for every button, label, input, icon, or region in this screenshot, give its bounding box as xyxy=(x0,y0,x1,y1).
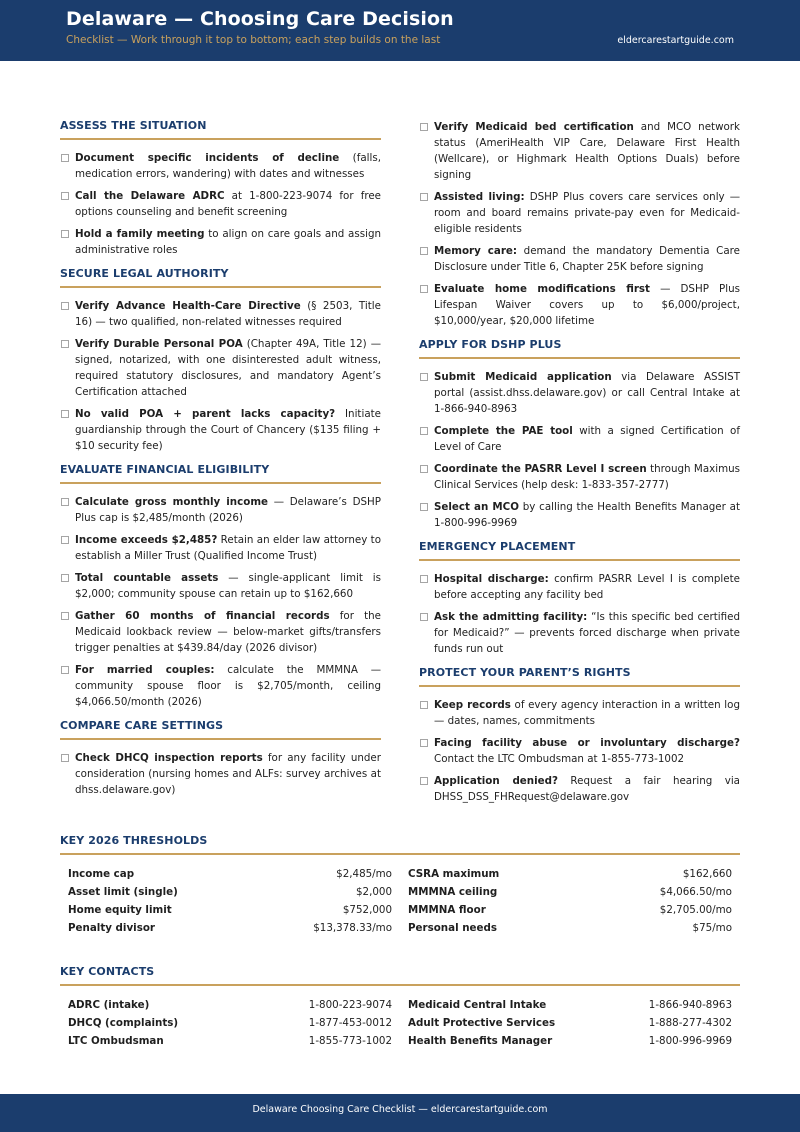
checkbox[interactable] xyxy=(420,193,428,201)
item-heading: No valid POA + parent lacks capacity? xyxy=(75,408,336,420)
checkbox[interactable] xyxy=(420,701,428,709)
item-text: with a signed Certification of Level of Care xyxy=(434,425,740,453)
row-value: 1-888-277-4302 xyxy=(648,1017,732,1029)
checklist-item xyxy=(419,773,740,805)
key-value-row xyxy=(68,1032,392,1050)
checklist-section xyxy=(60,719,381,798)
key-value-row xyxy=(68,1014,392,1032)
key-value-row xyxy=(68,901,392,919)
section-title: PROTECT YOUR PARENT’S RIGHTS xyxy=(419,666,631,679)
row-value: $2,000 xyxy=(355,886,392,898)
checkbox[interactable] xyxy=(420,739,428,747)
row-label: Income cap xyxy=(68,868,135,880)
checkbox[interactable] xyxy=(61,302,69,310)
checkbox[interactable] xyxy=(420,465,428,473)
section-title: APPLY FOR DSHP PLUS xyxy=(419,338,562,351)
checklist-item xyxy=(60,570,381,602)
checkbox[interactable] xyxy=(61,536,69,544)
footer-text: Delaware Choosing Care Checklist — eldercarestartguide.com xyxy=(252,1104,548,1115)
item-heading: Complete the PAE tool xyxy=(434,425,573,437)
checklist-item xyxy=(60,150,381,182)
checkbox[interactable] xyxy=(420,123,428,131)
row-label: Medicaid Central Intake xyxy=(408,999,547,1011)
checklist-item xyxy=(60,298,381,330)
item-heading: Income exceeds $2,485? xyxy=(75,534,218,546)
section-title: KEY 2026 THRESHOLDS xyxy=(60,834,208,847)
row-value: $2,705.00/mo xyxy=(659,904,732,916)
row-value: 1-800-996-9969 xyxy=(648,1035,732,1047)
checkbox[interactable] xyxy=(420,503,428,511)
checklist-item xyxy=(419,243,740,275)
checkbox[interactable] xyxy=(61,230,69,238)
item-heading: Hospital discharge: xyxy=(434,573,549,585)
checklist-section xyxy=(419,666,740,805)
checkbox[interactable] xyxy=(61,666,69,674)
page-header xyxy=(0,0,800,61)
page-title: Delaware — Choosing Care Decision xyxy=(66,8,454,30)
checklist-item xyxy=(60,188,381,220)
checklist-item xyxy=(419,423,740,455)
checklist-item xyxy=(60,750,381,798)
thresholds-section xyxy=(60,834,740,937)
key-value-row xyxy=(68,919,392,937)
right-list xyxy=(408,865,732,937)
row-label: Health Benefits Manager xyxy=(408,1035,553,1047)
item-heading: Evaluate home modifications first xyxy=(434,283,650,295)
checklist-section xyxy=(419,338,740,531)
site-url: eldercarestartguide.com xyxy=(617,35,734,46)
row-label: DHCQ (complaints) xyxy=(68,1017,179,1029)
row-label: LTC Ombudsman xyxy=(68,1035,164,1047)
checkbox[interactable] xyxy=(420,247,428,255)
checkbox[interactable] xyxy=(61,340,69,348)
section-divider xyxy=(60,286,381,288)
item-heading: Memory care: xyxy=(434,245,518,257)
section-title: EVALUATE FINANCIAL ELIGIBILITY xyxy=(60,463,270,476)
item-heading: Assisted living: xyxy=(434,191,525,203)
section-divider xyxy=(60,984,740,986)
key-value-row xyxy=(408,1032,732,1050)
checklist-item xyxy=(60,608,381,656)
row-value: $2,485/mo xyxy=(336,868,392,880)
checkbox[interactable] xyxy=(420,575,428,583)
checklist-section xyxy=(60,267,381,454)
section-title: COMPARE CARE SETTINGS xyxy=(60,719,224,732)
item-text: demand the mandatory Dementia Care Disclosure under Title 6, Chapter 25K before signing xyxy=(434,245,740,273)
item-heading: Application denied? xyxy=(434,775,558,787)
checkbox[interactable] xyxy=(420,613,428,621)
item-text: Initiate guardianship through the Court of Chancery ($135 filing + $10 security fee) xyxy=(75,408,382,452)
item-text: — Delaware’s DSHP Plus cap is $2,485/month (2026) xyxy=(75,496,381,524)
checklist-item xyxy=(419,735,740,767)
row-label: MMMNA floor xyxy=(408,904,486,916)
item-heading: Keep records xyxy=(434,699,511,711)
item-text: (§ 2503, Title 16) — two qualified, non-related witnesses required xyxy=(75,300,381,328)
checklist-item xyxy=(419,189,740,237)
item-text: DSHP Plus covers care services only — room and board remains private-pay even for Medicaid-eligible residents xyxy=(434,191,740,235)
checkbox[interactable] xyxy=(61,574,69,582)
item-heading: Ask the admitting facility: xyxy=(434,611,588,623)
row-label: CSRA maximum xyxy=(408,868,500,880)
item-heading: Call the Delaware ADRC xyxy=(75,190,225,202)
item-text: for the Medicaid lookback review — below-market gifts/transfers trigger penalties at $439.84/day (2026 divisor) xyxy=(75,610,381,654)
item-heading: Gather 60 months of financial records xyxy=(75,610,330,622)
key-value-row xyxy=(408,901,732,919)
checklist-item xyxy=(60,532,381,564)
checklist-section xyxy=(60,463,381,710)
row-label: Asset limit (single) xyxy=(68,886,178,898)
checklist-item xyxy=(419,461,740,493)
item-text: calculate the MMMNA — community spouse floor is $2,705/month, ceiling $4,066.50/month (2026) xyxy=(75,664,382,708)
checklist-item xyxy=(60,226,381,258)
left-column xyxy=(60,119,381,807)
item-heading: Verify Medicaid bed certification xyxy=(434,121,634,133)
section-divider xyxy=(419,357,740,359)
checkbox[interactable] xyxy=(61,192,69,200)
item-text: confirm PASRR Level I is complete before accepting any facility bed xyxy=(434,573,740,601)
item-text: to align on care goals and assign administrative roles xyxy=(75,228,382,256)
checklist-item xyxy=(419,119,740,183)
item-heading: Hold a family meeting xyxy=(75,228,205,240)
page-footer xyxy=(0,1094,800,1132)
item-heading: Submit Medicaid application xyxy=(434,371,612,383)
item-heading: Facing facility abuse or involuntary discharge? xyxy=(434,737,740,749)
row-label: Penalty divisor xyxy=(68,922,155,934)
checkbox[interactable] xyxy=(420,777,428,785)
item-text: at 1-800-223-9074 for free options counseling and benefit screening xyxy=(75,190,381,218)
item-text: (Chapter 49A, Title 12) — signed, notarized, with one disinterested adult witness, required statutory disclosures, and mandatory Agent’s Certification attached xyxy=(75,338,382,398)
left-list xyxy=(68,865,392,937)
row-value: 1-800-223-9074 xyxy=(308,999,392,1011)
section-divider xyxy=(60,853,740,855)
page-subtitle: Checklist — Work through it top to bottom; each step builds on the last xyxy=(66,34,441,46)
item-text: Contact the LTC Ombudsman at 1-855-773-1002 xyxy=(434,753,685,765)
checklist-section xyxy=(60,119,381,258)
item-text: via Delaware ASSIST portal (assist.dhss.delaware.gov) or call Central Intake at 1-866-940-8963 xyxy=(434,371,740,415)
row-value: $752,000 xyxy=(342,904,392,916)
key-value-row xyxy=(408,865,732,883)
checkbox[interactable] xyxy=(61,498,69,506)
section-title: ASSESS THE SITUATION xyxy=(60,119,207,132)
checkbox[interactable] xyxy=(61,612,69,620)
row-label: Home equity limit xyxy=(68,904,172,916)
row-value: 1-866-940-8963 xyxy=(648,999,732,1011)
row-label: Personal needs xyxy=(408,922,498,934)
checklist-item xyxy=(60,406,381,454)
checklist-item xyxy=(60,662,381,710)
item-heading: Verify Durable Personal POA xyxy=(75,338,243,350)
section-divider xyxy=(419,685,740,687)
item-heading: Calculate gross monthly income xyxy=(75,496,269,508)
section-title: KEY CONTACTS xyxy=(60,965,155,978)
item-text: Retain an elder law attorney to establish a Miller Trust (Qualified Income Trust) xyxy=(75,534,381,562)
section-title: SECURE LEGAL AUTHORITY xyxy=(60,267,229,280)
row-value: $4,066.50/mo xyxy=(659,886,732,898)
section-title: EMERGENCY PLACEMENT xyxy=(419,540,576,553)
right-list xyxy=(408,996,732,1050)
key-value-row xyxy=(408,883,732,901)
checklist-item xyxy=(419,571,740,603)
checklist-item xyxy=(419,281,740,329)
item-text: — DSHP Plus Lifespan Waiver covers up to $6,000/project, $10,000/year, $20,000 lifetime xyxy=(434,283,741,327)
key-value-row xyxy=(68,996,392,1014)
key-value-row xyxy=(68,865,392,883)
checklist-item xyxy=(419,697,740,729)
item-heading: Check DHCQ inspection reports xyxy=(75,752,263,764)
checkbox[interactable] xyxy=(61,410,69,418)
item-heading: Select an MCO xyxy=(434,501,519,513)
section-divider xyxy=(419,559,740,561)
row-value: $162,660 xyxy=(682,868,732,880)
row-value: 1-877-453-0012 xyxy=(308,1017,392,1029)
item-text: (falls, medication errors, wandering) with dates and witnesses xyxy=(75,152,381,180)
checklist-item xyxy=(419,369,740,417)
section-divider xyxy=(60,738,381,740)
item-text: by calling the Health Benefits Manager at 1-800-996-9969 xyxy=(434,501,741,529)
item-heading: Coordinate the PASRR Level I screen xyxy=(434,463,647,475)
item-text: “Is this specific bed certified for Medicaid?” — prevents forced discharge when private funds run out xyxy=(434,611,740,655)
checkbox[interactable] xyxy=(61,754,69,762)
row-label: Adult Protective Services xyxy=(408,1017,556,1029)
checklist-item xyxy=(60,336,381,400)
item-heading: For married couples: xyxy=(75,664,215,676)
section-divider xyxy=(60,482,381,484)
right-column xyxy=(419,119,740,814)
key-value-row xyxy=(68,883,392,901)
section-divider xyxy=(60,138,381,140)
item-text: for any facility under consideration (nursing homes and ALFs: survey archives at dhss.delaware.gov) xyxy=(75,752,381,796)
key-value-row xyxy=(408,1014,732,1032)
checklist-item xyxy=(419,499,740,531)
item-heading: Verify Advance Health-Care Directive xyxy=(75,300,301,312)
thresholds-grid xyxy=(60,865,740,937)
checklist-item xyxy=(60,494,381,526)
checklist-section xyxy=(419,540,740,657)
contacts-grid xyxy=(60,996,740,1050)
row-label: MMMNA ceiling xyxy=(408,886,498,898)
row-value: 1-855-773-1002 xyxy=(308,1035,392,1047)
item-text: Request a fair hearing via DHSS_DSS_FHRequest@delaware.gov xyxy=(434,775,740,803)
row-value: $75/mo xyxy=(692,922,732,934)
checkbox[interactable] xyxy=(420,427,428,435)
item-heading: Total countable assets xyxy=(75,572,219,584)
checkbox[interactable] xyxy=(420,285,428,293)
left-list xyxy=(68,996,392,1050)
checkbox[interactable] xyxy=(420,373,428,381)
key-value-row xyxy=(408,996,732,1014)
row-value: $13,378.33/mo xyxy=(313,922,392,934)
item-text: and MCO network status (AmeriHealth VIP Care, Delaware First Health (Wellcare), or Highmark Health Options Duals) before signing xyxy=(434,121,740,181)
item-text: — single-applicant limit is $2,000; community spouse can retain up to $162,660 xyxy=(75,572,381,600)
item-heading: Document specific incidents of decline xyxy=(75,152,340,164)
item-text: through Maximus Clinical Services (help desk: 1-833-357-2777) xyxy=(434,463,740,491)
contacts-section xyxy=(60,965,740,1050)
checklist-section xyxy=(419,119,740,329)
key-value-row xyxy=(408,919,732,937)
item-text: of every agency interaction in a written log — dates, names, commitments xyxy=(434,699,740,727)
row-label: ADRC (intake) xyxy=(68,999,150,1011)
checklist-item xyxy=(419,609,740,657)
checkbox[interactable] xyxy=(61,154,69,162)
